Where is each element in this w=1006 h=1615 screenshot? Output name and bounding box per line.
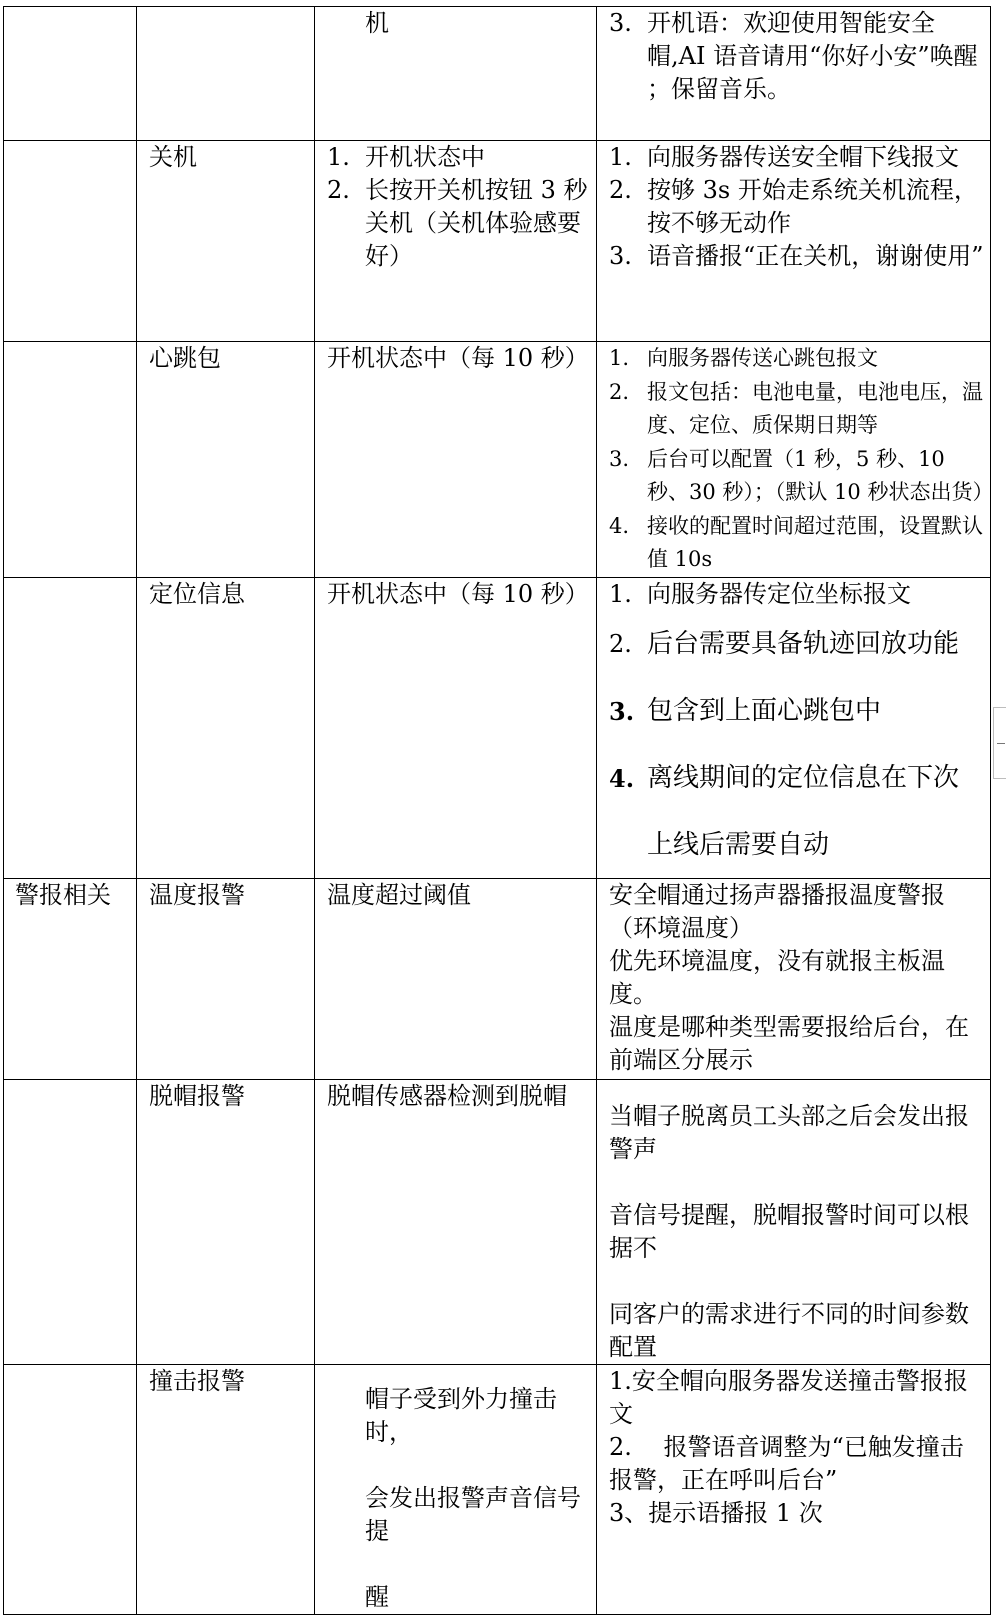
requirements-table (3, 6, 994, 1615)
feature-name-cell (137, 7, 315, 141)
list-item: 上线后需要自动 (647, 829, 830, 860)
trigger-line: 会发出报警声音信号提 (365, 1483, 581, 1545)
list-item: 3. 语音播报“正在关机，谢谢使用” (609, 242, 984, 270)
description-cell (597, 577, 991, 878)
trigger-text: 开机状态中（每 10 秒） (327, 344, 589, 372)
trigger-cell (315, 141, 597, 342)
trigger-text: 开机状态中（每 10 秒） (327, 579, 589, 608)
feature-name-cell (137, 577, 315, 878)
feature-name-cell (137, 342, 315, 578)
description-paragraph: 2. 报警语音调整为“已触发撞击报警，正在呼叫后台” (609, 1432, 964, 1494)
feature-name: 温度报警 (149, 880, 245, 909)
list-item: 2. 后台需要具备轨迹回放功能 (609, 628, 960, 659)
description-list-emphasis (609, 628, 984, 862)
description-cell (597, 1364, 991, 1614)
feature-name: 撞击报警 (149, 1366, 245, 1395)
list-item: 1. 向服务器传送心跳包报文 (609, 346, 878, 370)
list-item: 2. 报文包括：电池电量，电池电压，温度、定位、质保期日期等 (609, 379, 983, 437)
description-cell (597, 342, 994, 578)
list-item: 3. 包含到上面心跳包中 (609, 695, 882, 726)
list-item: 1. 向服务器传送安全帽下线报文 (609, 143, 959, 171)
trigger-text: 脱帽传感器检测到脱帽 (327, 1081, 567, 1110)
list-item: 2. 长按开关机按钮 3 秒关机（关机体验感要好） (327, 176, 588, 270)
table-row-heartbeat (4, 342, 991, 578)
feature-name: 关机 (149, 143, 197, 171)
description-line: 同客户的需求进行不同的时间参数配置 (609, 1299, 969, 1361)
trigger-cell (315, 7, 597, 141)
category-cell (4, 878, 137, 1079)
feature-name-cell (137, 1079, 315, 1364)
trigger-line: 帽子受到外力撞击时， (365, 1384, 557, 1446)
description-paragraph: 1.安全帽向服务器发送撞击警报报文 (609, 1366, 968, 1428)
list-item: 1. 向服务器传定位坐标报文 (609, 579, 911, 608)
description-paragraph: 安全帽通过扬声器播报温度警报（环境温度） (609, 880, 945, 942)
table-row-impact-alarm (4, 1364, 991, 1614)
description-line: 当帽子脱离员工头部之后会发出报警声 (609, 1101, 969, 1163)
category-cell (4, 7, 137, 141)
trigger-cell (315, 1079, 597, 1364)
trigger-cell (315, 342, 597, 578)
table-row-helmet-removal-alarm (4, 1079, 991, 1364)
description-paragraph: 3、提示语播报 1 次 (609, 1498, 823, 1527)
trigger-list (327, 141, 588, 273)
list-item: 3. 后台可以配置（1 秒，5 秒、10 秒、30 秒）；（默认 10 秒状态出货） (609, 446, 994, 504)
description-list (609, 141, 984, 273)
trigger-cell (315, 1364, 597, 1614)
feature-name-cell (137, 878, 315, 1079)
trigger-line: 醒 (365, 1582, 389, 1611)
feature-name-cell (137, 141, 315, 342)
description-list (609, 342, 994, 577)
trigger-cell (315, 878, 597, 1079)
table-row-temperature-alarm (4, 878, 991, 1079)
description-list (609, 7, 984, 106)
category-label: 警报相关 (15, 880, 111, 909)
feature-name: 心跳包 (149, 344, 221, 372)
table-row-location (4, 577, 991, 878)
description-cell (597, 878, 991, 1079)
description-paragraph: 温度是哪种类型需要报给后台，在前端区分展示 (609, 1012, 969, 1074)
list-item: 3. 开机语：欢迎使用智能安全帽,AI 语音请用“你好小安”唤醒 ；保留音乐。 (609, 9, 978, 103)
category-cell (4, 342, 137, 578)
trigger-cell (315, 577, 597, 878)
description-cell (597, 7, 991, 141)
list-item: 2. 按够 3s 开始走系统关机流程，按不够无动作 (609, 176, 978, 237)
description-cell (597, 141, 991, 342)
page-edge-marker (993, 707, 1006, 779)
table-row-shutdown (4, 141, 991, 342)
table-row-poweron-cont (4, 7, 991, 141)
feature-name: 脱帽报警 (149, 1081, 245, 1110)
description-list (609, 578, 984, 611)
feature-name: 定位信息 (149, 579, 245, 608)
list-item: 4. 离线期间的定位信息在下次 (609, 762, 960, 793)
category-cell (4, 141, 137, 342)
list-item: 4. 接收的配置时间超过范围，设置默认值 10s (609, 513, 983, 571)
trigger-text: 机 (365, 9, 389, 37)
feature-name-cell (137, 1364, 315, 1614)
category-cell (4, 1364, 137, 1614)
category-cell (4, 1079, 137, 1364)
page-edge-marker-dash (997, 743, 1005, 744)
category-cell (4, 577, 137, 878)
description-cell (597, 1079, 991, 1364)
description-line: 音信号提醒，脱帽报警时间可以根据不 (609, 1200, 969, 1262)
description-paragraph: 优先环境温度，没有就报主板温度。 (609, 946, 945, 1008)
trigger-text: 温度超过阈值 (327, 880, 471, 909)
list-item: 1. 开机状态中 (327, 143, 485, 171)
